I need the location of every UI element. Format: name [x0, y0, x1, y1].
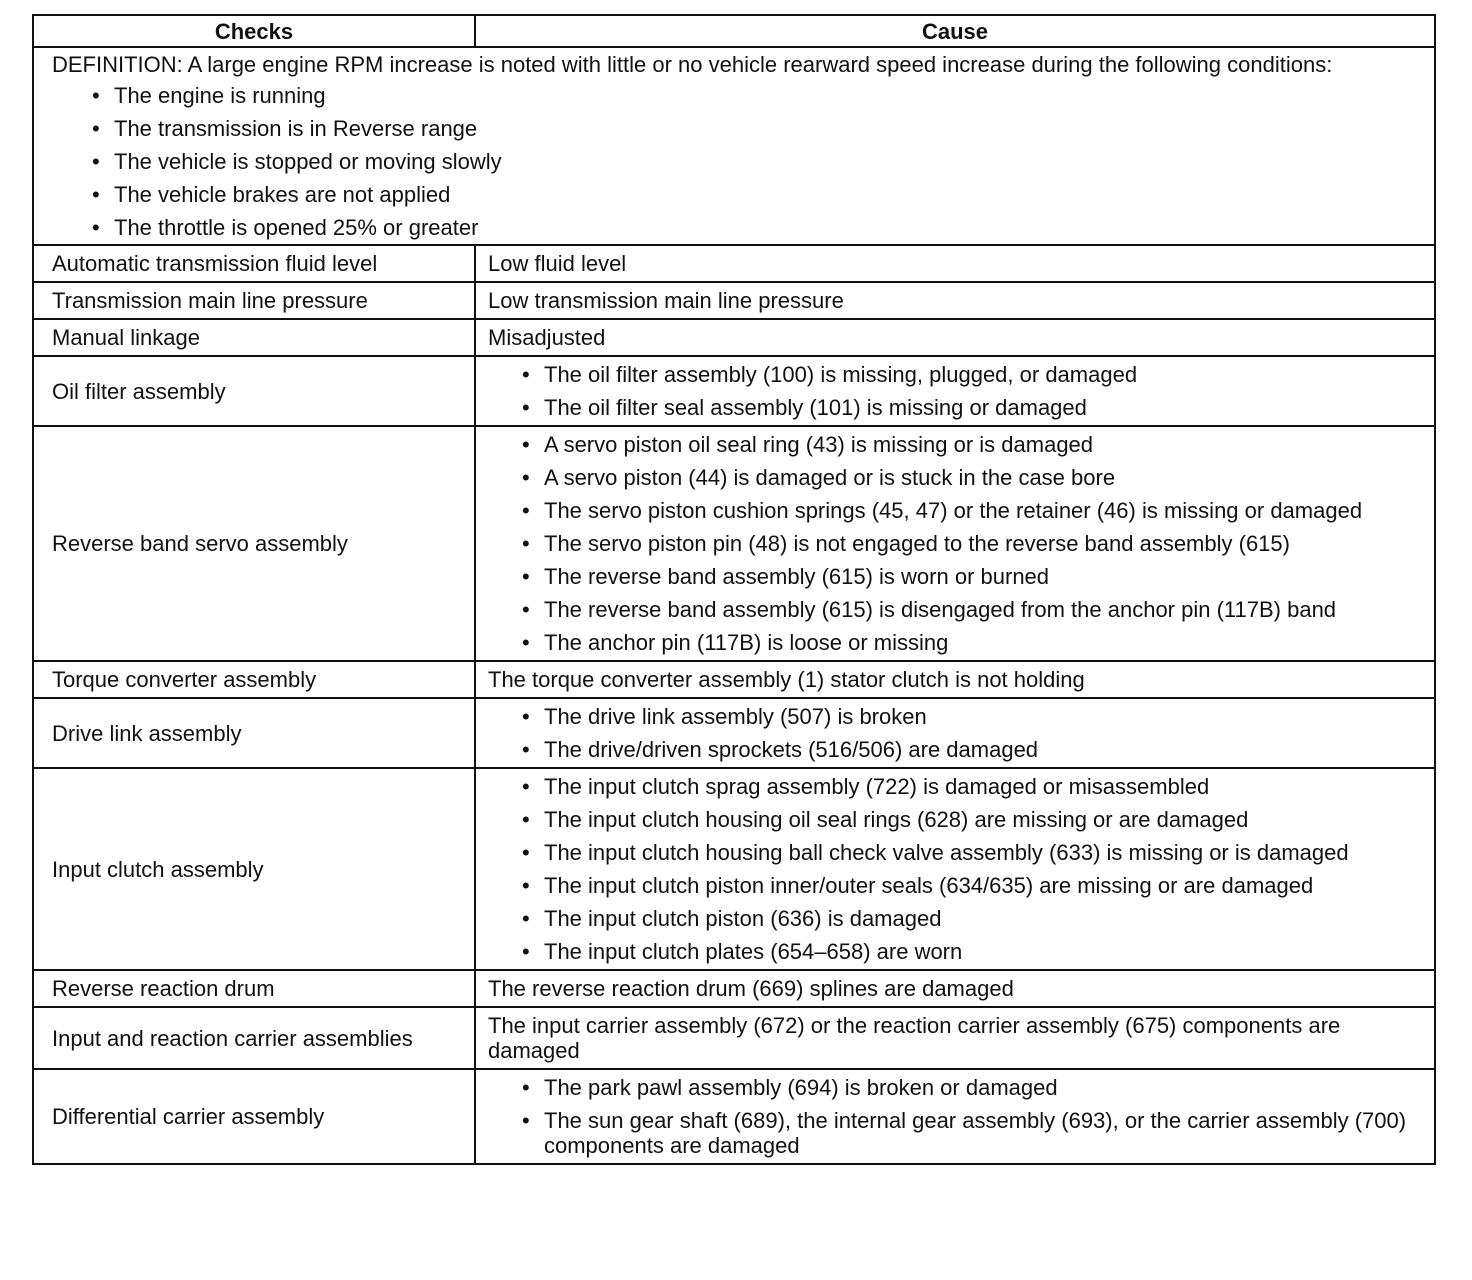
header-row: [33, 15, 1435, 47]
cause-item: • The reverse band assembly (615) is worn or burned: [520, 564, 1420, 589]
cause-item: • The servo piston cushion springs (45, 47) or the retainer (46) is missing or damaged: [520, 498, 1420, 523]
cause-list: [488, 704, 1420, 762]
table-row: [33, 356, 1435, 426]
cause-item: • The servo piston pin (48) is not engaged to the reverse band assembly (615): [520, 531, 1420, 556]
cause-item: • The anchor pin (117B) is loose or missing: [520, 630, 1420, 655]
condition-item: • The vehicle is stopped or moving slowly: [90, 149, 1416, 174]
cause-item: • The oil filter seal assembly (101) is missing or damaged: [520, 395, 1420, 420]
table-row: [33, 1069, 1435, 1164]
check-cell: Transmission main line pressure: [33, 282, 475, 319]
check-cell: Input and reaction carrier assemblies: [33, 1007, 475, 1069]
cause-cell: Misadjusted: [475, 319, 1435, 356]
check-cell: Drive link assembly: [33, 698, 475, 768]
cause-cell: [475, 698, 1435, 768]
cause-list: [488, 1075, 1420, 1158]
definition-cell: [33, 47, 1435, 245]
condition-item: • The vehicle brakes are not applied: [90, 182, 1416, 207]
cause-item: • The reverse band assembly (615) is disengaged from the anchor pin (117B) band: [520, 597, 1420, 622]
check-cell: Manual linkage: [33, 319, 475, 356]
cause-cell: The torque converter assembly (1) stator clutch is not holding: [475, 661, 1435, 698]
cause-list: [488, 362, 1420, 420]
cause-column-header: Cause: [475, 15, 1435, 47]
cause-cell: Low fluid level: [475, 245, 1435, 282]
check-cell: Torque converter assembly: [33, 661, 475, 698]
check-cell: Reverse reaction drum: [33, 970, 475, 1007]
cause-cell: [475, 426, 1435, 661]
cause-cell: The reverse reaction drum (669) splines are damaged: [475, 970, 1435, 1007]
condition-item: • The throttle is opened 25% or greater: [90, 215, 1416, 240]
table-row: [33, 698, 1435, 768]
table-row: [33, 1007, 1435, 1069]
cause-list: [488, 432, 1420, 655]
cause-item: • The input clutch plates (654–658) are worn: [520, 939, 1420, 964]
check-cell: Reverse band servo assembly: [33, 426, 475, 661]
cause-item: • A servo piston (44) is damaged or is stuck in the case bore: [520, 465, 1420, 490]
definition-text: DEFINITION: A large engine RPM increase is noted with little or no vehicle rearward speed increase during the following conditions:: [52, 52, 1333, 77]
cause-item: • The input clutch housing ball check valve assembly (633) is missing or is damaged: [520, 840, 1420, 865]
condition-item: • The engine is running: [90, 83, 1416, 108]
definition-conditions: [52, 83, 1416, 240]
check-cell: Oil filter assembly: [33, 356, 475, 426]
diagnostic-table: [32, 14, 1436, 1165]
cause-cell: [475, 768, 1435, 970]
cause-item: • The input clutch sprag assembly (722) is damaged or misassembled: [520, 774, 1420, 799]
cause-item: • The input clutch piston (636) is damaged: [520, 906, 1420, 931]
cause-list: [488, 774, 1420, 964]
cause-cell: Low transmission main line pressure: [475, 282, 1435, 319]
cause-item: • The drive link assembly (507) is broken: [520, 704, 1420, 729]
cause-item: • The input clutch housing oil seal rings (628) are missing or are damaged: [520, 807, 1420, 832]
table-row: [33, 768, 1435, 970]
definition-row: [33, 47, 1435, 245]
table-row: [33, 319, 1435, 356]
table-row: [33, 970, 1435, 1007]
cause-item: • The input clutch piston inner/outer seals (634/635) are missing or are damaged: [520, 873, 1420, 898]
cause-cell: [475, 1069, 1435, 1164]
cause-item: • The sun gear shaft (689), the internal gear assembly (693), or the carrier assembly (700) components are damaged: [520, 1108, 1420, 1158]
table-row: [33, 426, 1435, 661]
cause-cell: [475, 356, 1435, 426]
condition-item: • The transmission is in Reverse range: [90, 116, 1416, 141]
check-cell: Automatic transmission fluid level: [33, 245, 475, 282]
table-row: [33, 245, 1435, 282]
check-cell: Differential carrier assembly: [33, 1069, 475, 1164]
table-row: [33, 661, 1435, 698]
cause-item: • The park pawl assembly (694) is broken or damaged: [520, 1075, 1420, 1100]
cause-item: • The oil filter assembly (100) is missing, plugged, or damaged: [520, 362, 1420, 387]
check-cell: Input clutch assembly: [33, 768, 475, 970]
cause-item: • A servo piston oil seal ring (43) is missing or is damaged: [520, 432, 1420, 457]
cause-cell: The input carrier assembly (672) or the reaction carrier assembly (675) components are damaged: [475, 1007, 1435, 1069]
cause-item: • The drive/driven sprockets (516/506) are damaged: [520, 737, 1420, 762]
table-row: [33, 282, 1435, 319]
checks-column-header: Checks: [33, 15, 475, 47]
